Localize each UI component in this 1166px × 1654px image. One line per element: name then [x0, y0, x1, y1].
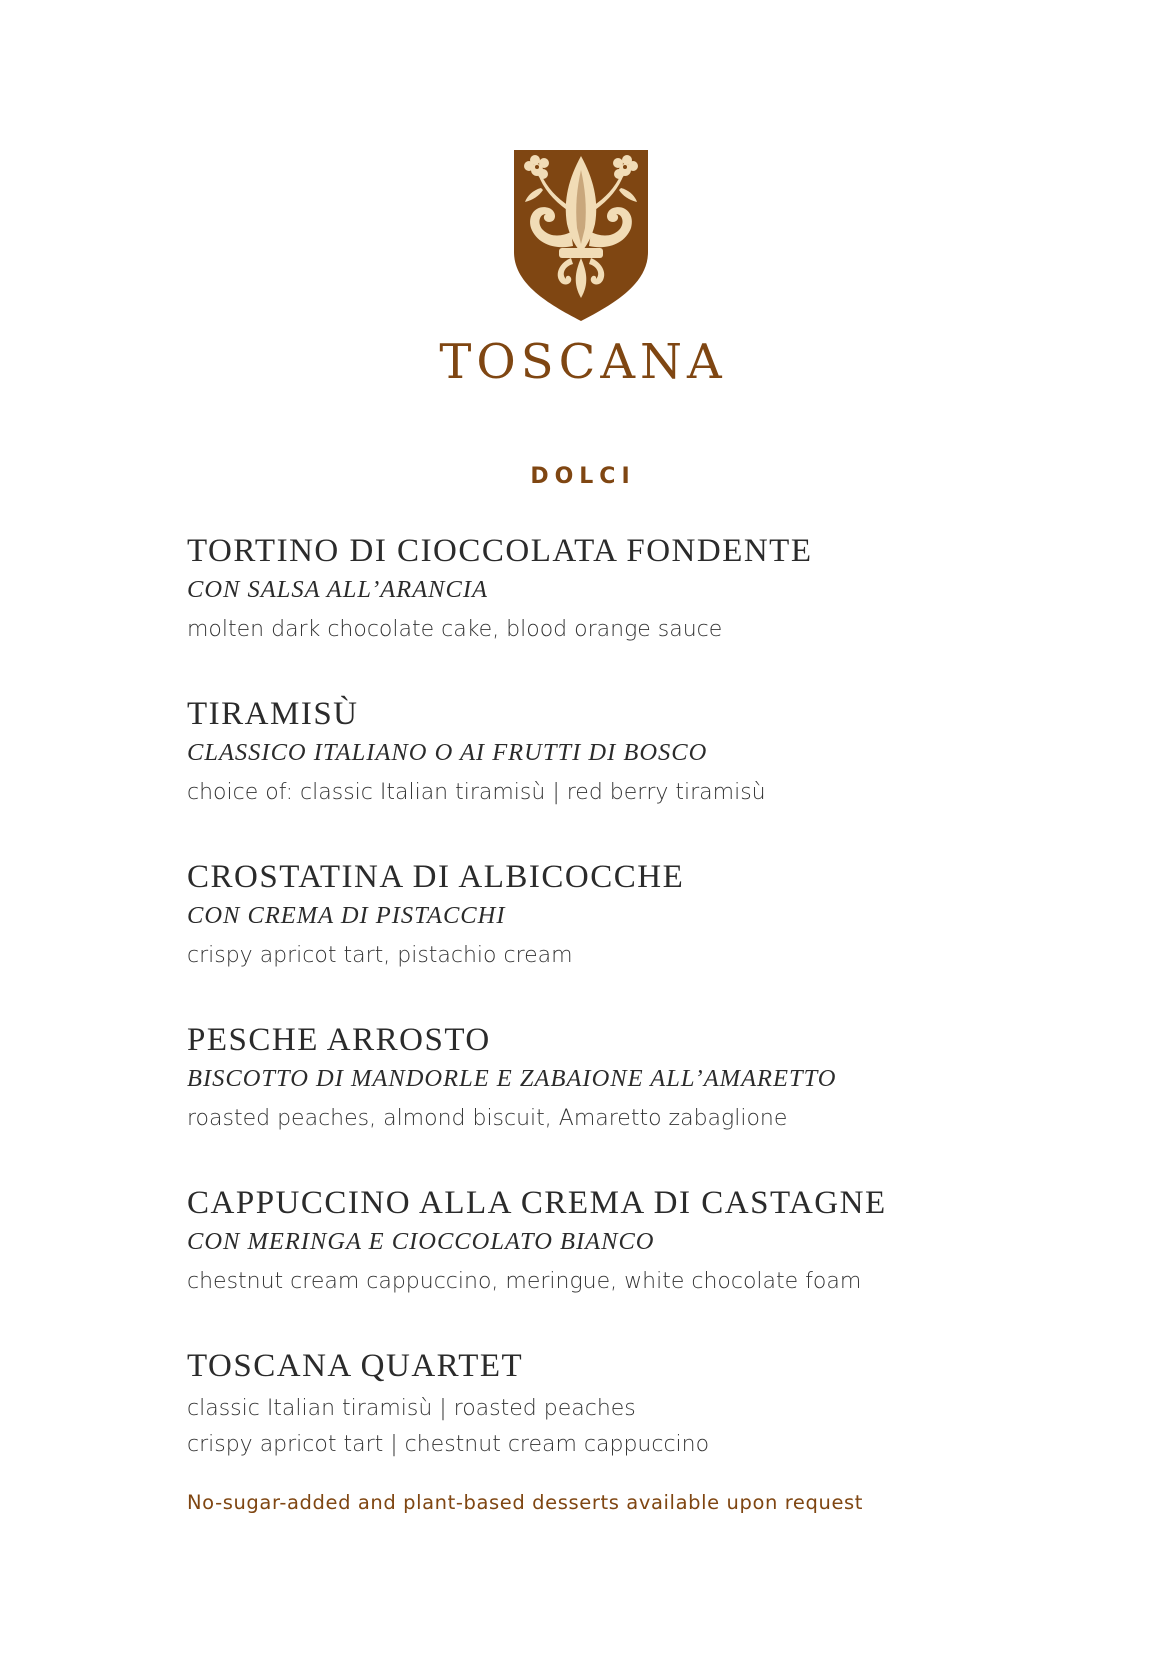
- section-title: DOLCI: [530, 464, 636, 489]
- restaurant-name: TOSCANA: [439, 334, 727, 390]
- item-subtitle: CON SALSA ALL’ARANCIA: [187, 576, 488, 603]
- item-subtitle: CON MERINGA E CIOCCOLATO BIANCO: [187, 1228, 655, 1255]
- item-name: TORTINO DI CIOCCOLATA FONDENTE: [187, 533, 813, 569]
- item-name: TOSCANA QUARTET: [187, 1348, 524, 1384]
- item-name: CAPPUCCINO ALLA CREMA DI CASTAGNE: [187, 1185, 887, 1221]
- menu-item: [187, 694, 1087, 814]
- menu-item: [187, 1020, 1087, 1140]
- menu-item: [187, 1346, 1087, 1463]
- item-description-line: classic Italian tiramisù | roasted peaches: [187, 1396, 636, 1421]
- item-description: molten dark chocolate cake, blood orange sauce: [187, 617, 723, 642]
- item-subtitle: CON CREMA DI PISTACCHI: [187, 902, 506, 929]
- item-description: chestnut cream cappuccino, meringue, white chocolate foam: [187, 1269, 862, 1294]
- item-description: crispy apricot tart, pistachio cream: [187, 943, 573, 968]
- item-description-line: crispy apricot tart | chestnut cream cappuccino: [187, 1432, 710, 1457]
- item-name: PESCHE ARROSTO: [187, 1022, 491, 1058]
- fleur-de-lis-shield-icon: [511, 148, 651, 323]
- item-name: TIRAMISÙ: [187, 696, 359, 732]
- item-description: roasted peaches, almond biscuit, Amaretto zabaglione: [187, 1106, 788, 1131]
- item-name: CROSTATINA DI ALBICOCCHE: [187, 859, 685, 895]
- menu-item: [187, 857, 1087, 977]
- item-subtitle: BISCOTTO DI MANDORLE E ZABAIONE ALL’AMARETTO: [187, 1065, 837, 1092]
- menu-item: [187, 1183, 1087, 1303]
- dietary-note: No-sugar-added and plant-based desserts available upon request: [187, 1491, 864, 1514]
- item-description: choice of: classic Italian tiramisù | red berry tiramisù: [187, 780, 766, 805]
- item-subtitle: CLASSICO ITALIANO O AI FRUTTI DI BOSCO: [187, 739, 708, 766]
- menu-item: [187, 531, 1087, 651]
- dessert-menu: [187, 531, 1087, 1506]
